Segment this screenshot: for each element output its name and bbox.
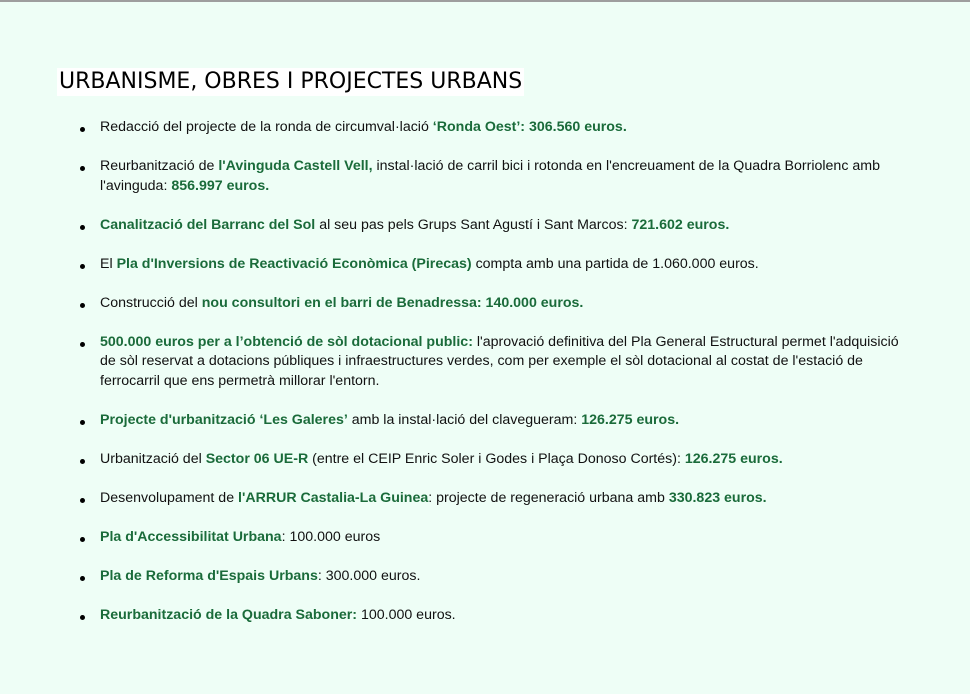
list-item (100, 255, 910, 275)
item-highlight-text: 500.000 euros per a l’obtenció de sòl dotacional public: (100, 333, 473, 350)
list-item (100, 294, 910, 314)
item-highlight-text: 330.823 euros. (668, 489, 767, 506)
list-item (100, 528, 910, 548)
item-highlight-text: Pla de Reforma d'Espais Urbans (100, 567, 318, 584)
item-text: : 300.000 euros. (317, 567, 421, 584)
bullet-icon (80, 576, 85, 581)
item-highlight-text: l'ARRUR Castalia-La Guinea (238, 489, 429, 506)
list-item (100, 333, 910, 392)
bullet-icon (80, 303, 85, 308)
item-text: al seu pas pels Grups Sant Agustí i Sant Marcos: (315, 216, 632, 233)
item-highlight-text: Sector 06 UE-R (205, 450, 309, 467)
item-text: instal·lació de carril bici i rotonda en l'encreuament de la Quadra Borriolenc amb l'avinguda: (100, 158, 880, 194)
item-text: Urbanització del (100, 450, 206, 467)
item-text: compta amb una partida de 1.060.000 euros. (471, 255, 759, 272)
item-text: : projecte de regeneració urbana amb (428, 489, 669, 506)
item-highlight-text: Reurbanització de la Quadra Saboner: (100, 606, 358, 623)
investment-list (100, 118, 910, 645)
item-text: amb la instal·lació del clavegueram: (347, 411, 582, 428)
item-text: El (100, 255, 117, 272)
bullet-icon (80, 342, 85, 347)
bullet-icon (80, 615, 85, 620)
item-highlight-text: Pla d'Inversions de Reactivació Econòmica (Pirecas) (116, 255, 472, 272)
item-text: l'aprovació definitiva del Pla General Estructural permet l'adquisició de sòl reservat a dotacions públiques i infraestructures verdes, com per exemple el sòl dotacional al costat de l'estació de ferrocarril que ens permetrà millorar l'entorn. (100, 333, 899, 389)
item-highlight-text: l'Avinguda Castell Vell, (218, 158, 373, 174)
item-text: 100.000 euros. (357, 606, 456, 623)
item-text: (entre el CEIP Enric Soler i Godes i Plaça Donoso Cortés): (308, 450, 685, 467)
bullet-icon (80, 166, 85, 171)
item-highlight-text: 126.275 euros. (684, 450, 783, 467)
list-item (100, 606, 910, 626)
item-text: Reurbanització de (100, 158, 219, 174)
bullet-icon (80, 420, 85, 425)
item-text: : 100.000 euros (281, 528, 381, 545)
list-item (100, 489, 910, 509)
bullet-icon (80, 537, 85, 542)
list-item (100, 450, 910, 470)
item-highlight-text: 856.997 euros. (171, 177, 270, 194)
bullet-icon (80, 498, 85, 503)
item-highlight-text: Projecte d'urbanització ‘Les Galeres’ (100, 411, 348, 428)
item-text: Desenvolupament de (100, 489, 239, 506)
item-highlight-text: 721.602 euros. (631, 216, 730, 233)
list-item (100, 216, 910, 236)
item-highlight-text: nou consultori en el barri de Benadressa: 140.000 euros. (201, 294, 584, 311)
item-text: Construcció del (100, 294, 202, 311)
list-item (100, 157, 910, 196)
bullet-icon (80, 459, 85, 464)
item-highlight-text: Canalització del Barranc del Sol (100, 216, 316, 233)
item-highlight-text: Pla d'Accessibilitat Urbana (100, 528, 282, 545)
list-item (100, 567, 910, 587)
bullet-icon (80, 225, 85, 230)
item-highlight-text: ‘Ronda Oest’: 306.560 euros. (432, 119, 627, 135)
list-item (100, 118, 910, 138)
list-item (100, 411, 910, 431)
bullet-icon (80, 127, 85, 132)
item-text: Redacció del projecte de la ronda de circumval·lació (100, 119, 433, 135)
bullet-icon (80, 264, 85, 269)
item-highlight-text: 126.275 euros. (581, 411, 680, 428)
page-title: URBANISME, OBRES I PROJECTES URBANS (59, 69, 523, 94)
